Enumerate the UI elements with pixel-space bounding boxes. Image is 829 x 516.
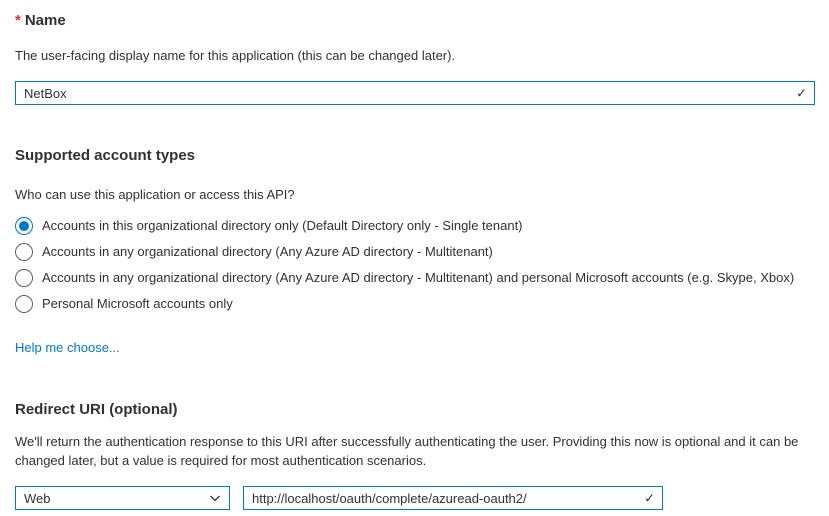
radio-option-multitenant-personal[interactable]	[15, 265, 815, 291]
redirect-uri-input[interactable]	[244, 487, 662, 509]
redirect-uri-input-wrapper	[243, 486, 663, 510]
app-registration-form	[15, 12, 815, 510]
supported-account-types-section	[15, 147, 815, 357]
radio-icon	[15, 269, 33, 287]
supported-account-types-title: Supported account types	[15, 147, 196, 164]
account-types-question: Who can use this application or access this API?	[15, 187, 295, 202]
redirect-uri-description: We'll return the authentication response to this URI after successfully authenticating the user. Providing this now is optional and it can be changed later, but a value is required for most authentication scenarios.	[15, 434, 799, 468]
radio-option-label: Accounts in any organizational directory (Any Azure AD directory - Multitenant) and personal Microsoft accounts (e.g. Skype, Xbox)	[42, 270, 795, 285]
radio-option-single-tenant[interactable]	[15, 213, 815, 239]
name-input-wrapper	[15, 81, 815, 105]
radio-option-label: Accounts in this organizational directory only (Default Directory only - Single tenant)	[42, 218, 523, 233]
redirect-uri-section	[15, 401, 815, 510]
chevron-down-icon	[209, 492, 221, 504]
name-input[interactable]	[16, 82, 814, 104]
required-asterisk: *	[15, 12, 21, 29]
platform-select-value: Web	[24, 490, 51, 506]
radio-icon	[15, 295, 33, 313]
help-me-choose-link[interactable]: Help me choose...	[15, 340, 120, 355]
radio-option-multitenant[interactable]	[15, 239, 815, 265]
platform-select[interactable]	[15, 486, 230, 510]
radio-option-personal-only[interactable]	[15, 291, 815, 317]
name-section	[15, 12, 815, 105]
redirect-uri-controls	[15, 486, 815, 510]
radio-option-label: Personal Microsoft accounts only	[42, 296, 233, 311]
name-description: The user-facing display name for this application (this can be changed later).	[15, 48, 456, 63]
radio-option-label: Accounts in any organizational directory (Any Azure AD directory - Multitenant)	[42, 244, 493, 259]
radio-icon	[15, 217, 33, 235]
account-type-radio-group	[15, 213, 815, 317]
radio-icon	[15, 243, 33, 261]
redirect-uri-title: Redirect URI (optional)	[15, 401, 178, 418]
name-label: Name	[24, 12, 66, 29]
valid-checkmark-icon: ✓	[644, 490, 655, 506]
name-section-title	[15, 12, 815, 30]
valid-checkmark-icon: ✓	[796, 85, 807, 101]
